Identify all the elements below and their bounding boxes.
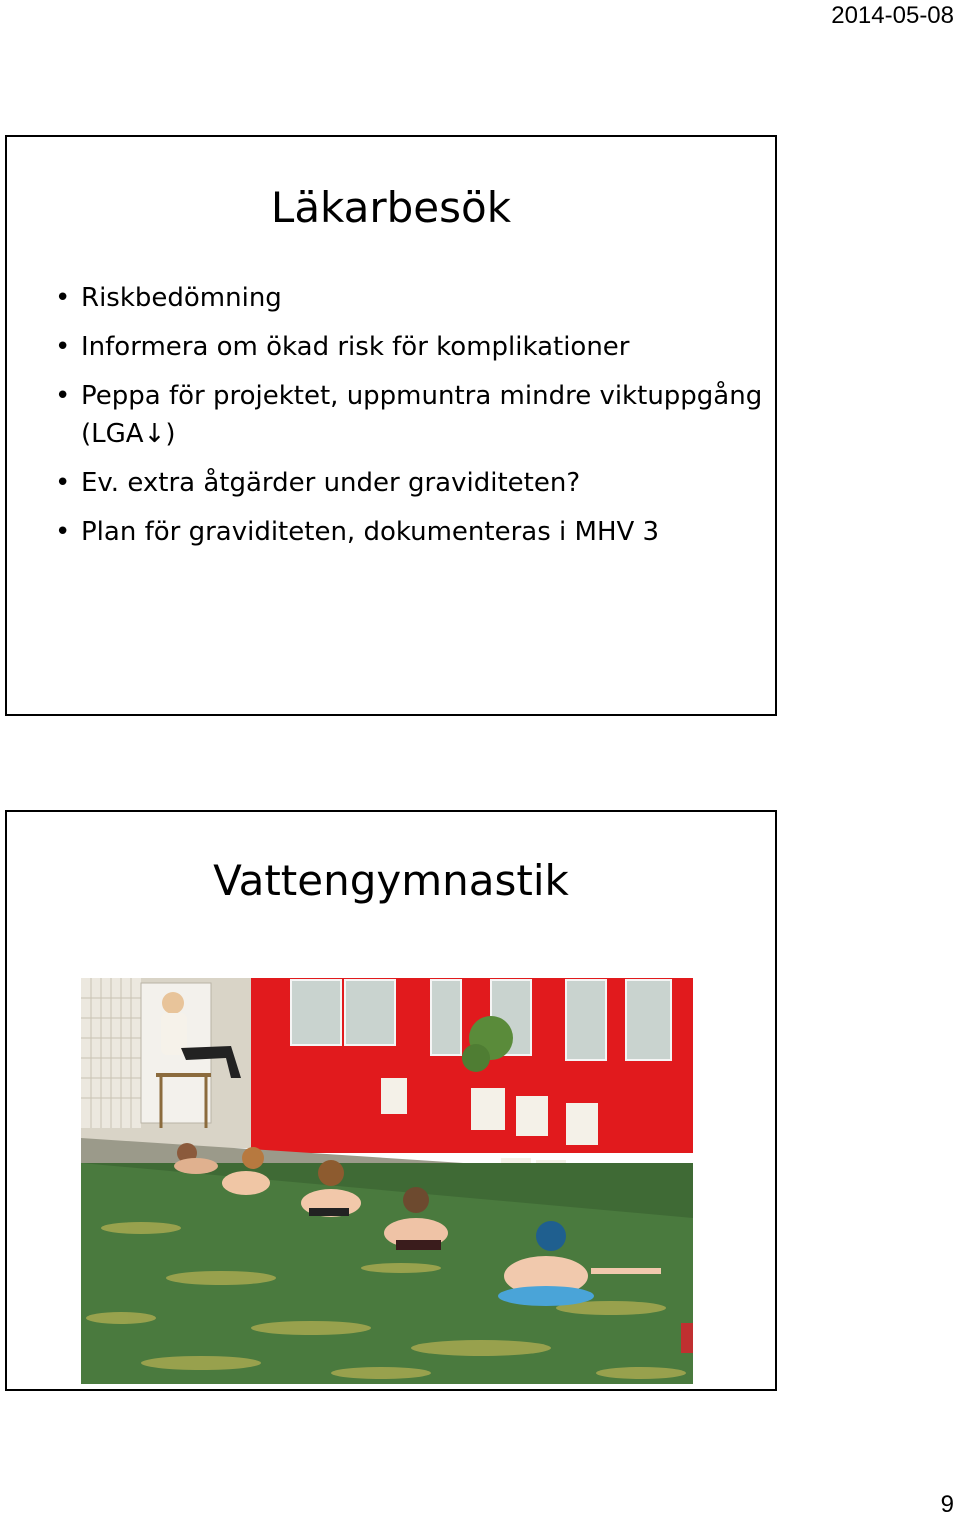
bullet-item <box>55 279 770 317</box>
bullet-dot-icon: • <box>55 468 71 498</box>
bullet-dot-icon: • <box>55 517 71 547</box>
bullet-item <box>55 328 770 366</box>
header-date: 2014-05-08 <box>831 2 954 29</box>
bullet-text: Riskbedömning <box>81 283 282 313</box>
bullet-text: Plan för graviditeten, dokumenteras i MHV 3 <box>81 517 660 547</box>
bullet-dot-icon: • <box>55 381 71 411</box>
bullet-text: Peppa för projektet, uppmuntra mindre viktuppgång (LGA↓) <box>81 381 763 449</box>
pool-photo <box>81 978 693 1384</box>
bullet-text: Ev. extra åtgärder under graviditeten? <box>81 468 581 498</box>
slide-title: Vattengymnastik <box>213 856 569 905</box>
slide-vattengymnastik <box>5 810 777 1391</box>
slide-title: Läkarbesök <box>270 183 512 232</box>
bullet-item <box>55 464 770 502</box>
bullet-item <box>55 513 770 551</box>
pool-photo-illustration <box>81 978 693 1384</box>
page-number: 9 <box>940 1491 954 1518</box>
bullet-dot-icon: • <box>55 332 71 362</box>
bullet-item <box>55 377 770 453</box>
bullet-list <box>55 279 770 562</box>
bullet-text: Informera om ökad risk för komplikationer <box>81 332 630 362</box>
bullet-dot-icon: • <box>55 283 71 313</box>
slide-lakarbesok <box>5 135 777 716</box>
